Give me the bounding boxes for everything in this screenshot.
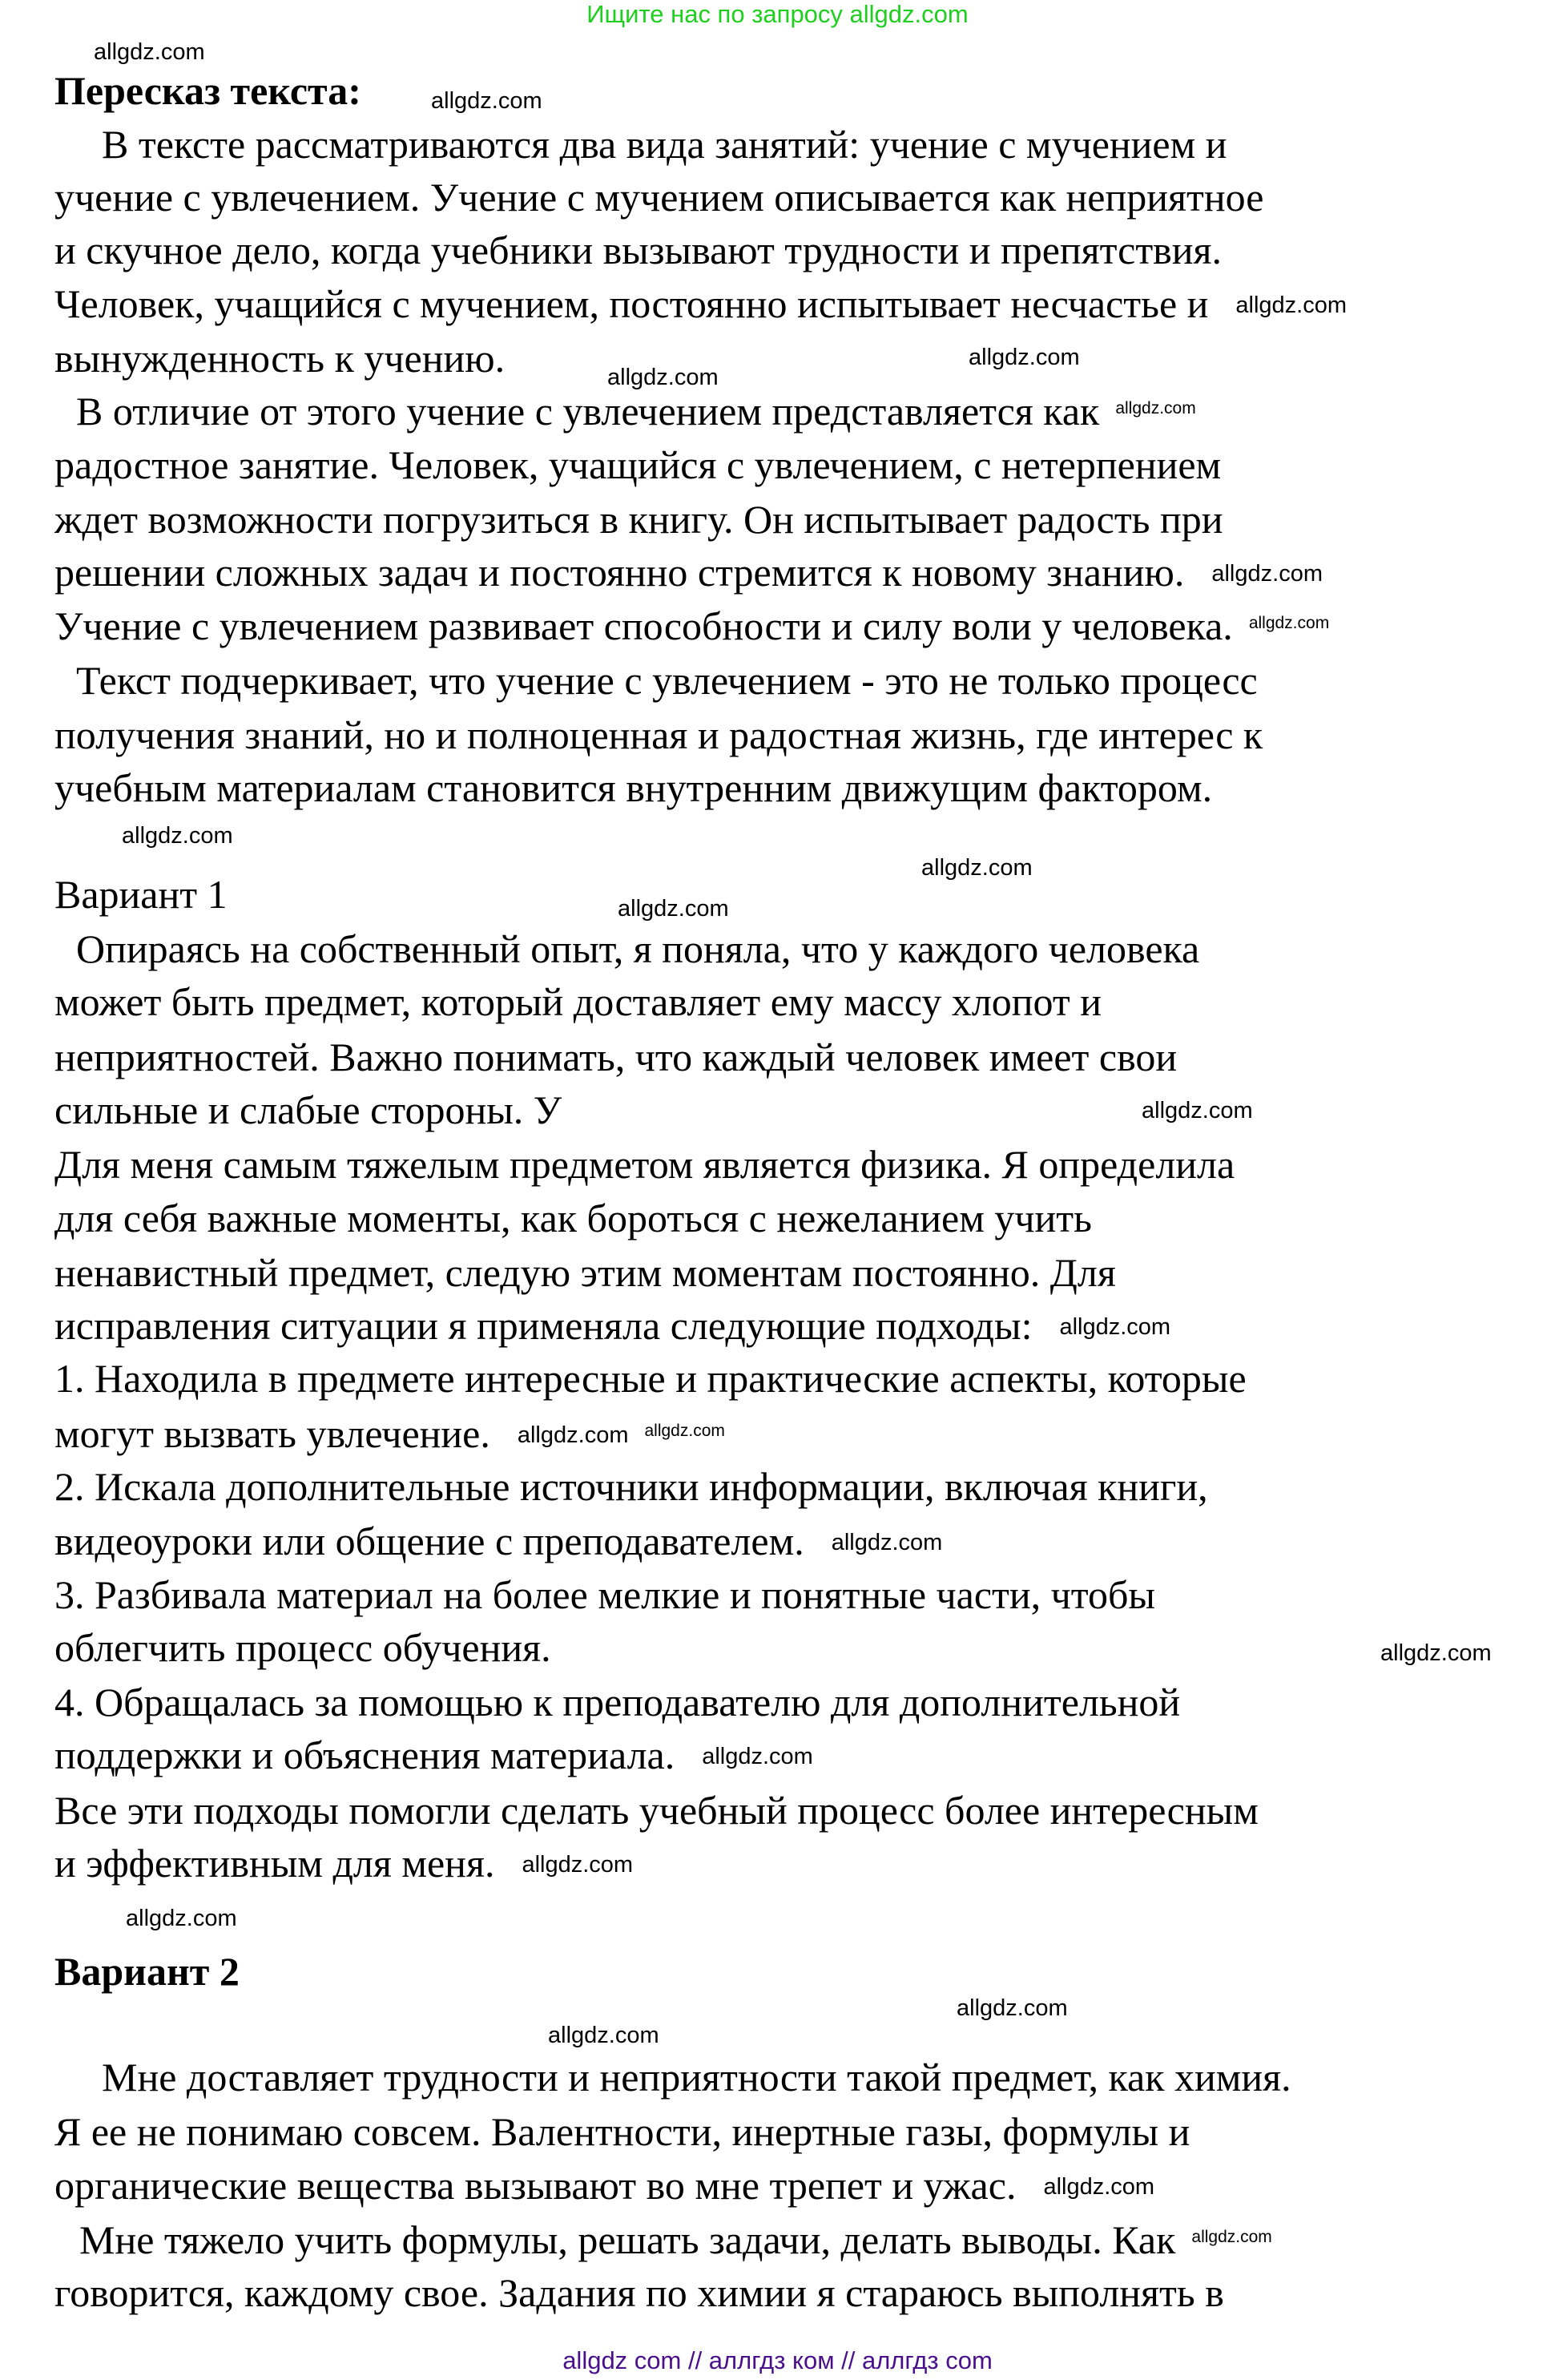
text-line xyxy=(54,549,1323,603)
watermark: allgdz.com xyxy=(122,823,233,849)
watermark: allgdz.com xyxy=(548,2023,659,2048)
text-line-text: видеоуроки или общение с преподавателем. xyxy=(54,1519,804,1563)
text-line: Все эти подходы помогли сделать учебный процесс более интересным xyxy=(54,1788,1259,1833)
text-line: ждет возможности погрузиться в книгу. Он испытывает радость при xyxy=(54,497,1223,542)
text-line xyxy=(54,1840,633,1894)
text-line-text: могут вызвать увлечение. xyxy=(54,1411,490,1456)
page-title: Пересказ текста: xyxy=(54,68,361,113)
text-line: сильные и слабые стороны. У xyxy=(54,1087,562,1132)
text-line: учебным материалам становится внутренним движущим фактором. xyxy=(54,765,1213,810)
watermark: allgdz.com xyxy=(126,1906,237,1931)
text-line: учение с увлечением. Учение с мучением описывается как неприятное xyxy=(54,175,1264,220)
text-line: Мне доставляет трудности и неприятности такой предмет, как химия. xyxy=(102,2055,1291,2100)
watermark: allgdz.com xyxy=(921,855,1033,881)
list-item: 2. Искала дополнительные источники информации, включая книги, xyxy=(54,1464,1208,1509)
watermark: allgdz.com xyxy=(1211,561,1323,587)
text-line-text: В отличие от этого учение с увлечением представляется как xyxy=(76,389,1100,434)
text-line xyxy=(54,603,1329,656)
watermark: allgdz.com xyxy=(644,1422,725,1440)
text-line xyxy=(54,280,1347,334)
text-line xyxy=(54,2162,1154,2216)
text-line xyxy=(79,2217,1272,2270)
list-item xyxy=(54,1518,942,1571)
site-banner[interactable]: Ищите нас по запросу allgdz.com xyxy=(586,0,969,28)
variant1-heading: Вариант 1 xyxy=(54,872,228,917)
text-line: Текст подчеркивает, что учение с увлечением - это не только процесс xyxy=(76,658,1258,703)
text-line: получения знаний, но и полноценная и радостная жизнь, где интерес к xyxy=(54,712,1263,757)
watermark: allgdz.com xyxy=(702,1744,813,1769)
text-line-text: Мне тяжело учить формулы, решать задачи, делать выводы. Как xyxy=(79,2217,1176,2262)
watermark: allgdz.com xyxy=(431,88,542,114)
watermark: allgdz.com xyxy=(517,1422,629,1448)
text-line: В тексте рассматриваются два вида занятий: учение с мучением и xyxy=(102,122,1227,167)
watermark: allgdz.com xyxy=(1191,2228,1272,2246)
watermark: allgdz.com xyxy=(1142,1098,1253,1123)
text-line xyxy=(54,1302,1170,1356)
watermark: allgdz.com xyxy=(957,1995,1068,2021)
text-line-text: органические вещества вызывают во мне трепет и ужас. xyxy=(54,2163,1017,2208)
text-line-text: исправления ситуации я применяла следующие подходы: xyxy=(54,1303,1033,1348)
watermark: allgdz.com xyxy=(1115,399,1196,418)
variant2-heading: Вариант 2 xyxy=(54,1949,240,1994)
text-line xyxy=(76,388,1196,442)
list-item xyxy=(54,1410,725,1464)
text-line-text: поддержки и объяснения материала. xyxy=(54,1733,675,1777)
text-line: ненавистный предмет, следую этим моментам постоянно. Для xyxy=(54,1250,1116,1295)
watermark: allgdz.com xyxy=(1380,1640,1492,1666)
list-item xyxy=(54,1732,813,1785)
text-line: радостное занятие. Человек, учащийся с увлечением, с нетерпением xyxy=(54,442,1222,487)
text-line: неприятностей. Важно понимать, что каждый человек имеет свои xyxy=(54,1035,1178,1079)
watermark: allgdz.com xyxy=(831,1530,943,1555)
text-line: может быть предмет, который доставляет ему массу хлопот и xyxy=(54,979,1102,1024)
text-line-text: и эффективным для меня. xyxy=(54,1841,495,1886)
watermark: allgdz.com xyxy=(1248,614,1330,632)
list-item: 4. Обращалась за помощью к преподавателю для дополнительной xyxy=(54,1680,1181,1724)
text-line: говорится, каждому свое. Задания по химии я стараюсь выполнять в xyxy=(54,2270,1224,2315)
watermark: allgdz.com xyxy=(1043,2174,1155,2200)
watermark: allgdz.com xyxy=(1235,292,1348,318)
list-item: 1. Находила в предмете интересные и практические аспекты, которые xyxy=(54,1356,1247,1401)
text-line: Для меня самым тяжелым предметом является физика. Я определила xyxy=(54,1142,1235,1187)
text-line: для себя важные моменты, как бороться с нежеланием учить xyxy=(54,1196,1092,1240)
footer-links[interactable]: allgdz com // аллгдз ком // аллгдз com xyxy=(562,2346,993,2374)
text-line: Опираясь на собственный опыт, я поняла, что у каждого человека xyxy=(76,926,1200,971)
watermark: allgdz.com xyxy=(1059,1314,1171,1340)
watermark: allgdz.com xyxy=(607,365,719,390)
text-line-text: Учение с увлечением развивает способности и силу воли у человека. xyxy=(54,603,1233,648)
list-item: облегчить процесс обучения. xyxy=(54,1625,551,1670)
text-line: вынужденность к учению. xyxy=(54,336,506,381)
watermark: allgdz.com xyxy=(522,1852,634,1878)
text-line: Я ее не понимаю совсем. Валентности, инертные газы, формулы и xyxy=(54,2109,1190,2154)
text-line-text: Человек, учащийся с мучением, постоянно испытывает несчастье и xyxy=(54,281,1209,326)
text-line-text: решении сложных задач и постоянно стремится к новому знанию. xyxy=(54,550,1185,595)
watermark: allgdz.com xyxy=(94,39,205,65)
watermark: allgdz.com xyxy=(969,345,1080,370)
text-line: и скучное дело, когда учебники вызывают трудности и препятствия. xyxy=(54,228,1223,272)
watermark: allgdz.com xyxy=(618,896,729,922)
list-item: 3. Разбивала материал на более мелкие и понятные части, чтобы xyxy=(54,1572,1156,1617)
